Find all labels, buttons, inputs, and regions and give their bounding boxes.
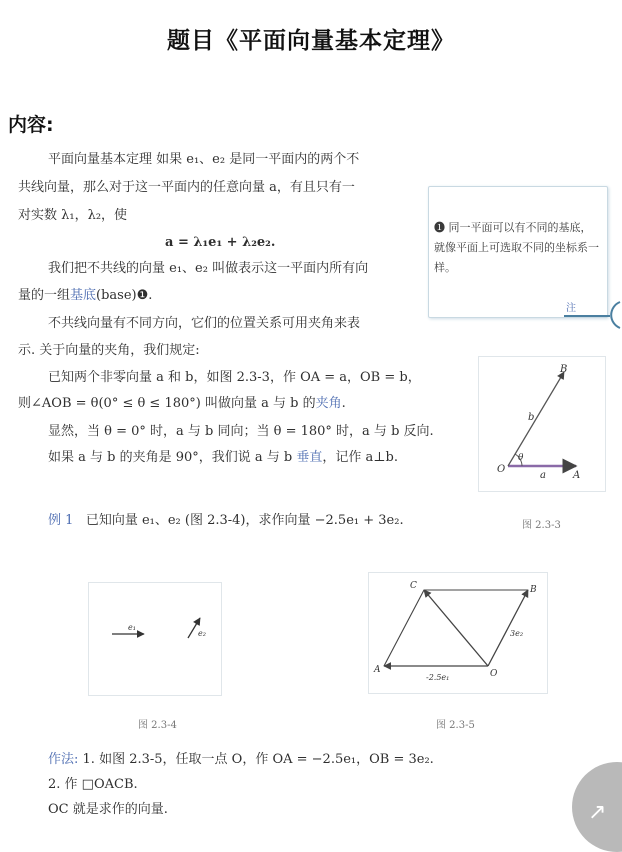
- content-label: 内容:: [8, 114, 54, 136]
- caption-2-3-5: 图 2.3-5: [436, 720, 475, 731]
- angle-intro-line-1: 不共线向量有不同方向，它们的位置关系可用夹角来表: [48, 316, 361, 331]
- angle-def-text-b: .: [341, 396, 346, 411]
- formula: a = λ₁e₁ + λ₂e₂.: [165, 235, 276, 250]
- perpendicular-line: [48, 448, 398, 467]
- label-theta: θ: [518, 453, 524, 463]
- basis-term: 基底: [70, 288, 97, 303]
- figure-2-3-3: [478, 356, 604, 490]
- angle-term: 夹角: [315, 396, 342, 411]
- solution-text-1: 1. 如图 2.3-5，任取一点 O，作 OA = −2.5e₁，OB = 3e₂.: [82, 752, 434, 767]
- bookmark-arc: [611, 302, 620, 328]
- angle-intro-line-2: 示. 关于向量的夹角，我们规定:: [18, 343, 200, 358]
- direction-line: 显然，当 θ = 0° 时，a 与 b 同向；当 θ = 180° 时，a 与 b 反向.: [48, 424, 434, 439]
- solution-line-1: [48, 750, 434, 769]
- label-O5: O: [490, 669, 498, 679]
- theorem-line-3: 对实数 λ₁，λ₂，使: [18, 208, 128, 223]
- basis-text-b: (base)❶.: [96, 288, 153, 303]
- basis-text-a: 量的一组: [18, 288, 71, 303]
- label-b: b: [528, 412, 535, 423]
- label-A5: A: [374, 665, 381, 675]
- vector-OC: [424, 590, 488, 666]
- label-a: a: [540, 470, 546, 481]
- caption-2-3-3: 图 2.3-3: [522, 520, 561, 531]
- angle-def-text-a: 则∠AOB = θ(0° ≤ θ ≤ 180°) 叫做向量 a 与 b 的: [18, 396, 316, 411]
- solution-line-2: 2. 作 □OACB.: [48, 777, 138, 792]
- page-title: 题目《平面向量基本定理》: [167, 28, 455, 54]
- label-neg25e1: -2.5e₁: [426, 673, 450, 682]
- label-3e2: 3e₂: [510, 629, 524, 638]
- label-e2: e₂: [198, 629, 206, 638]
- figure-2-3-4: [88, 582, 220, 694]
- bookmark-label: 注: [566, 303, 576, 314]
- label-B: B: [560, 364, 568, 375]
- segment-AC: [384, 590, 424, 666]
- basis-line-1: 我们把不共线的向量 e₁、e₂ 叫做表示这一平面内所有向: [48, 261, 369, 276]
- theorem-line-1: 平面向量基本定理 如果 e₁、e₂ 是同一平面内的两个不: [48, 152, 360, 167]
- label-A: A: [573, 470, 581, 481]
- figure-2-3-5: [368, 572, 546, 692]
- perp-text-b: ，记作 a⊥b.: [322, 450, 398, 465]
- side-note-text: ❶ 同一平面可以有不同的基底，就像平面上可选取不同的坐标系一样。: [434, 221, 599, 274]
- perp-term: 垂直: [296, 450, 323, 465]
- solution-label: 作法:: [48, 752, 79, 767]
- theorem-line-2: 共线向量，那么对于这一平面内的任意向量 a，有且只有一: [18, 180, 355, 195]
- perp-text-a: 如果 a 与 b 的夹角是 90°，我们说 a 与 b: [48, 450, 293, 465]
- example-line: [48, 511, 404, 530]
- angle-def-line-1: 已知两个非零向量 a 和 b，如图 2.3-3，作 OA = a，OB = b，: [48, 370, 421, 385]
- angle-def-line-2: [18, 394, 346, 413]
- solution-line-3: OC 就是求作的向量.: [48, 802, 168, 817]
- basis-line-2: [18, 286, 152, 305]
- label-B5: B: [530, 585, 537, 595]
- label-O: O: [497, 464, 506, 475]
- note-bookmark: [560, 296, 622, 330]
- arrow-up-right-icon[interactable]: ↗: [588, 800, 607, 825]
- label-e1: e₁: [128, 623, 136, 632]
- vector-b: [508, 372, 564, 466]
- caption-2-3-4: 图 2.3-4: [138, 720, 177, 731]
- example-text: 已知向量 e₁、e₂ (图 2.3-4)，求作向量 −2.5e₁ + 3e₂.: [85, 513, 404, 528]
- example-label: 例 1: [48, 513, 74, 528]
- label-C: C: [410, 581, 417, 591]
- vector-OB: [488, 590, 528, 666]
